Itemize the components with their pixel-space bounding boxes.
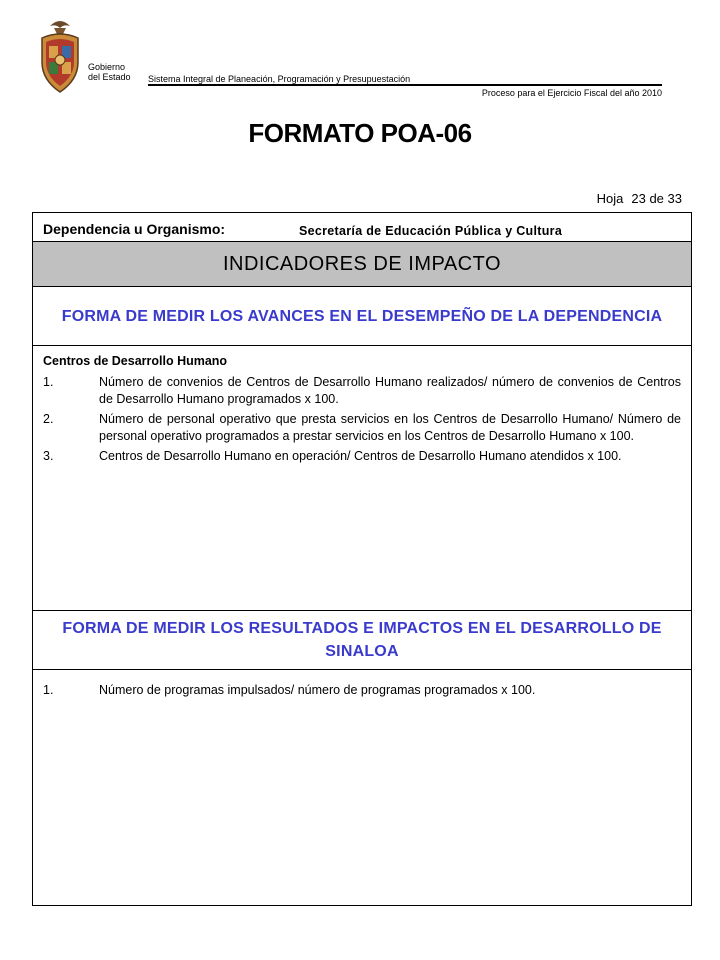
page-of-label: de (649, 191, 664, 206)
government-line2: del Estado (88, 72, 131, 82)
system-name: Sistema Integral de Planeación, Programación y Presupuestación (148, 74, 411, 84)
form-table (32, 212, 692, 906)
list-item (43, 411, 681, 445)
item-number: 3. (43, 449, 54, 463)
fiscal-process: Proceso para el Ejercicio Fiscal del año 2010 (481, 88, 662, 98)
item-text: Centros de Desarrollo Humano en operación/ Centros de Desarrollo Humano atendidos x 100. (99, 449, 622, 463)
item-text: Número de personal operativo que presta servicios en los Centros de Desarrollo Humano/ Número de personal operativo programados a prestar servicios en los Centros de Desarrollo Humano x 100. (99, 412, 681, 443)
item-number: 1. (43, 683, 54, 697)
form-title: FORMATO POA-06 (248, 118, 472, 148)
results-heading: FORMA DE MEDIR LOS RESULTADOS E IMPACTOS EN EL DESARROLLO DE SINALOA (33, 611, 691, 670)
page-total: 33 (667, 191, 682, 206)
item-text: Número de programas impulsados/ número de programas programados x 100. (99, 683, 536, 697)
results-section (33, 670, 691, 699)
page-current: 23 (631, 191, 646, 206)
page-label: Hoja (596, 191, 624, 206)
list-item (43, 682, 681, 699)
section-title: INDICADORES DE IMPACTO (33, 242, 691, 287)
government-line1: Gobierno (88, 62, 126, 72)
item-number: 1. (43, 375, 54, 389)
dependency-value: Secretaría de Educación Pública y Cultura (299, 224, 563, 238)
list-item (43, 448, 681, 465)
performance-heading: FORMA DE MEDIR LOS AVANCES EN EL DESEMPEÑO DE LA DEPENDENCIA (33, 287, 691, 346)
dependency-label: Dependencia u Organismo: (43, 221, 226, 237)
dependency-row (33, 213, 691, 242)
performance-subheading: Centros de Desarrollo Humano (43, 354, 228, 368)
header-divider (148, 84, 662, 86)
government-label (88, 62, 131, 82)
list-item (43, 374, 681, 408)
page-counter (597, 191, 682, 206)
item-text: Número de convenios de Centros de Desarrollo Humano realizados/ número de convenios de Centros de Desarrollo Humano programados x 100. (99, 375, 681, 406)
state-seal-logo (36, 16, 84, 96)
item-number: 2. (43, 412, 54, 426)
performance-section (33, 346, 691, 611)
